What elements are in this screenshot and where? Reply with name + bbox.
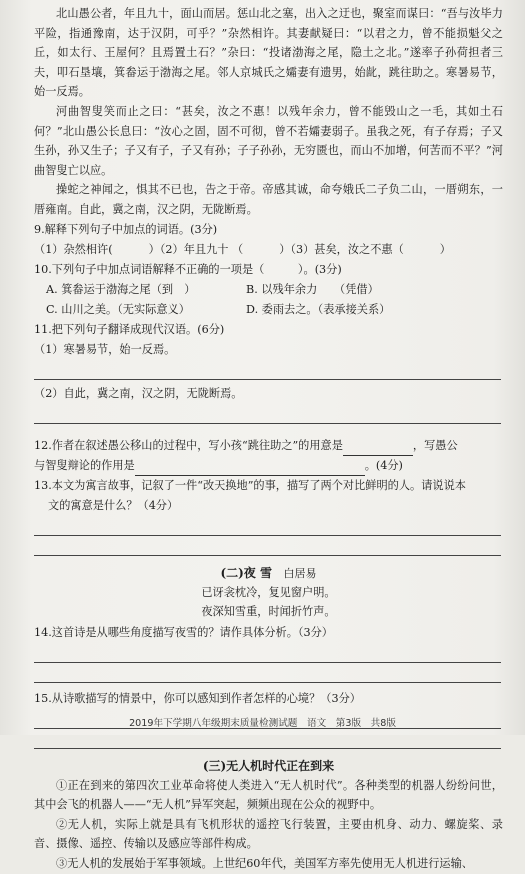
q11-answer-line-1[interactable] — [34, 360, 501, 380]
q12-text-1: 12.作者在叙述愚公移山的过程中，写小孩“跳往助之”的用意是 — [34, 438, 343, 452]
q11-sentence-2: （2）自此，冀之南，汉之阴，无陇断焉。 — [34, 386, 243, 400]
poem-author: 白居易 — [283, 566, 317, 580]
q10-option-d[interactable]: D. 委雨去之。（表承接关系） — [246, 302, 391, 316]
q9-answer-1[interactable] — [113, 240, 149, 260]
passage-paragraph-1: 北山愚公者，年且九十，面山而居。惩山北之塞，出入之迂也，聚室而谋曰：“吾与汝毕力平险，指通豫南，达于汉阴，可乎？”杂然相许。其妻献疑曰：“以君之力，曾不能损魁父之丘，如太行、王屋何？且焉置土石？”杂曰：“投诸渤海之尾，隐土之北。”遂率子孙荷担者三夫，叩石垦壤，箕畚运于渤海之尾。邻人京城氏之孀妻有遗男，始龀，跳往助之。寒暑易节，始一反焉。 — [34, 7, 503, 99]
q14-stem: 14.这首诗是从哪些角度描写夜雪的？请作具体分析。（3分） — [34, 625, 333, 639]
q10-option-b[interactable]: B. 以残年余力 （凭借） — [246, 282, 379, 296]
q14-answer-line-1[interactable] — [34, 643, 501, 663]
q9-answer-3[interactable] — [404, 240, 440, 260]
q11-sentence-1: （1）寒暑易节，始一反焉。 — [34, 342, 176, 356]
poem-line-1: 已讶衾枕冷，复见窗户明。 — [201, 585, 336, 599]
q12-answer-1[interactable] — [343, 436, 413, 456]
q12-text-4: 。(4分) — [364, 458, 403, 472]
q15-stem: 15.从诗歌描写的情景中，你可以感知到作者怎样的心境？（3分） — [34, 691, 361, 705]
q11-answer-line-2[interactable] — [34, 404, 501, 424]
q12-answer-2[interactable] — [135, 456, 365, 476]
q13-line-1: 13.本文为寓言故事，记叙了一件“改天换地”的事，描写了两个对比鲜明的人。请说说本 — [34, 478, 466, 492]
q12-line-2 — [34, 456, 503, 476]
poem-title: (二)夜 雪 — [220, 565, 272, 580]
passage-paragraph-3: 操蛇之神闻之，惧其不已也，告之于帝。帝感其诚，命夸娥氏二子负二山，一厝朔东，一厝雍南。自此，冀之南，汉之阴，无陇断焉。 — [34, 183, 503, 216]
q11-stem: 11.把下列句子翻译成现代汉语。(6分) — [34, 322, 225, 336]
q13-answer-line-1[interactable] — [34, 516, 501, 536]
q9-item-4: ） — [439, 242, 451, 256]
q15-answer-line-2[interactable] — [34, 729, 501, 749]
q9-answer-2[interactable] — [243, 240, 279, 260]
poem-line-2: 夜深知雪重，时闻折竹声。 — [201, 604, 336, 618]
section-3-paragraph-2: ②无人机，实际上就是具有飞机形状的遥控飞行装置，主要由机身、动力、螺旋桨、录音、摄像、遥控、传输以及感应等部件构成。 — [34, 817, 503, 851]
q10-options-row-2 — [34, 300, 503, 320]
q9-item-3: ）（3）甚矣，汝之不惠（ — [279, 242, 404, 256]
q10-option-c[interactable]: C. 山川之美。（无实际意义） — [46, 302, 190, 316]
q14-answer-line-2[interactable] — [34, 663, 501, 683]
passage-paragraph-2: 河曲智叟笑而止之曰：“甚矣，汝之不惠！以残年余力，曾不能毁山之一毛，其如土石何？”北山愚公长息曰：“汝心之固，固不可彻，曾不若孀妻弱子。虽我之死，有子存焉；子又生孙，孙又生子；子又有子，子又有孙；子子孙孙，无穷匮也，而山不加增，何苦而不平？”河曲智叟亡以应。 — [34, 104, 503, 177]
q9-items — [34, 240, 503, 260]
q9-stem: 9.解释下列句子中加点的词语。(3分) — [34, 222, 218, 236]
q10-options-row-1 — [34, 280, 503, 300]
q13-line-2: 文的寓意是什么？（4分） — [48, 498, 179, 512]
q9-item-2: ）（2）年且九十 （ — [148, 242, 244, 256]
q12-text-3: 与智叟辩论的作用是 — [34, 458, 135, 472]
section-3-paragraph-3: ③无人机的发展始于军事领域。上世纪60年代，美国军方率先使用无人机进行运输、 — [56, 856, 473, 870]
section-3-paragraph-1: ①正在到来的第四次工业革命将使人类进入“无人机时代”。各种类型的机器人纷纷问世，其中会飞的机器人——“无人机”异军突起，频频出现在公众的视野中。 — [34, 778, 503, 812]
section-3-title: (三)无人机时代正在到来 — [202, 758, 335, 773]
q9-item-1: （1）杂然相许( — [34, 242, 113, 256]
q10-option-a[interactable]: A. 箕畚运于渤海之尾（到 ） — [46, 282, 196, 296]
q12-text-2: ，写愚公 — [412, 438, 458, 452]
poem-heading — [34, 564, 503, 583]
q13-answer-line-2[interactable] — [34, 536, 501, 556]
q10-stem: 10.下列句子中加点词语解释不正确的一项是（ ）。(3分) — [34, 262, 342, 276]
page-footer: 2019年下学期八年级期末质量检测试题 语文 第3版 共8版 — [129, 718, 396, 729]
q12-line-1 — [34, 436, 503, 456]
